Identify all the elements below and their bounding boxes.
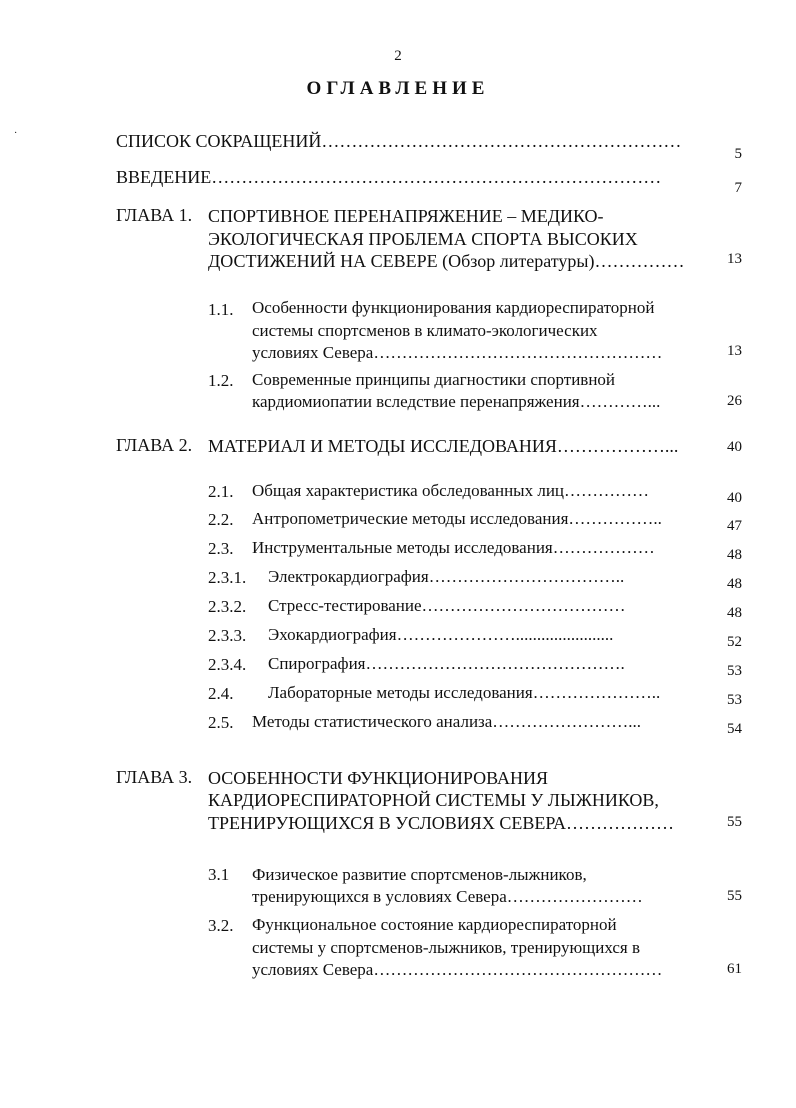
section-2-4[interactable]: Лабораторные методы исследования………………….. — [268, 683, 661, 702]
chapter-2-page: 40 — [727, 439, 742, 455]
toc-page-abbreviations: 5 — [734, 146, 742, 162]
section-number: 2.3.2. — [208, 597, 247, 616]
page-number: 2 — [394, 48, 402, 64]
section-number: 3.2. — [208, 916, 234, 935]
section-2-4-page: 53 — [727, 692, 742, 708]
section-1-1-page: 13 — [727, 343, 742, 359]
section-3-2-line[interactable]: системы у спортсменов-лыжников, тренирующихся в — [252, 938, 640, 957]
toc-entry-introduction[interactable]: ВВЕДЕНИЕ………………………………………………………………… — [116, 167, 662, 187]
section-1-1-line[interactable]: условиях Севера…………………………………………… — [252, 343, 663, 362]
section-3-2-page: 61 — [727, 961, 742, 977]
section-number: 1.1. — [208, 300, 234, 319]
chapter-2-title[interactable]: МАТЕРИАЛ И МЕТОДЫ ИССЛЕДОВАНИЯ………………... — [208, 436, 679, 456]
section-3-1-line[interactable]: тренирующихся в условиях Севера…………………… — [252, 887, 643, 906]
section-2-1-page: 40 — [727, 490, 742, 506]
chapter-1-title-line[interactable]: СПОРТИВНОЕ ПЕРЕНАПРЯЖЕНИЕ – МЕДИКО- — [208, 206, 604, 226]
toc-page-introduction: 7 — [734, 180, 742, 196]
chapter-1-title-line[interactable]: ЭКОЛОГИЧЕСКАЯ ПРОБЛЕМА СПОРТА ВЫСОКИХ — [208, 229, 638, 249]
section-number: 1.2. — [208, 371, 234, 390]
section-number: 2.3.3. — [208, 626, 247, 645]
section-1-2-line[interactable]: Современные принципы диагностики спортивной — [252, 370, 616, 389]
section-2-3-2[interactable]: Стресс-тестирование……………………………… — [268, 596, 626, 615]
toc-entry-abbreviations[interactable]: СПИСОК СОКРАЩЕНИЙ…………………………………………………… — [116, 131, 682, 151]
section-1-1-line[interactable]: системы спортсменов в климато-экологических — [252, 321, 598, 340]
section-1-1-line[interactable]: Особенности функционирования кардиореспираторной — [252, 298, 655, 317]
chapter-3-title-line[interactable]: ОСОБЕННОСТИ ФУНКЦИОНИРОВАНИЯ — [208, 768, 548, 788]
chapter-1-title-line[interactable]: ДОСТИЖЕНИЙ НА СЕВЕРЕ (Обзор литературы)…………… — [208, 251, 685, 271]
chapter-3-page: 55 — [727, 814, 742, 830]
section-2-3-3-page: 52 — [727, 634, 742, 650]
section-2-2-page: 47 — [727, 518, 742, 534]
section-number: 2.5. — [208, 713, 234, 732]
section-number: 3.1 — [208, 865, 230, 884]
section-3-2-line[interactable]: Функциональное состояние кардиореспираторной — [252, 915, 617, 934]
stray-mark: · — [14, 128, 18, 139]
section-2-3-4[interactable]: Спирография………………………………………. — [268, 654, 625, 673]
section-number: 2.3.1. — [208, 568, 247, 587]
section-2-3[interactable]: Инструментальные методы исследования……………… — [252, 538, 655, 557]
section-2-3-2-page: 48 — [727, 605, 742, 621]
section-1-2-page: 26 — [727, 393, 742, 409]
chapter-3-label: ГЛАВА 3. — [116, 767, 193, 787]
section-2-3-4-page: 53 — [727, 663, 742, 679]
section-2-3-1-page: 48 — [727, 576, 742, 592]
chapter-2-label: ГЛАВА 2. — [116, 435, 193, 455]
section-3-2-line[interactable]: условиях Севера…………………………………………… — [252, 960, 663, 979]
page-title: ОГЛАВЛЕНИЕ — [306, 78, 490, 99]
section-1-2-line[interactable]: кардиомиопатии вследствие перенапряжения…………... — [252, 392, 661, 411]
section-2-2[interactable]: Антропометрические методы исследования…………….. — [252, 509, 662, 528]
section-2-3-page: 48 — [727, 547, 742, 563]
chapter-3-title-line[interactable]: КАРДИОРЕСПИРАТОРНОЙ СИСТЕМЫ У ЛЫЖНИКОВ, — [208, 790, 659, 810]
section-2-1[interactable]: Общая характеристика обследованных лиц…………… — [252, 481, 650, 500]
chapter-3-title-line[interactable]: ТРЕНИРУЮЩИХСЯ В УСЛОВИЯХ СЕВЕРА……………… — [208, 813, 675, 833]
section-2-3-3[interactable]: Эхокардиография…………………....................... — [268, 625, 614, 644]
section-number: 2.2. — [208, 510, 234, 529]
chapter-1-label: ГЛАВА 1. — [116, 205, 193, 225]
section-number: 2.4. — [208, 684, 234, 703]
section-number: 2.3. — [208, 539, 234, 558]
section-3-1-page: 55 — [727, 888, 742, 904]
section-2-3-1[interactable]: Электрокардиография…………………………….. — [268, 567, 625, 586]
section-2-5[interactable]: Методы статистического анализа……………………... — [252, 712, 642, 731]
chapter-1-page: 13 — [727, 251, 742, 267]
section-number: 2.3.4. — [208, 655, 247, 674]
section-2-5-page: 54 — [727, 721, 742, 737]
section-3-1-line[interactable]: Физическое развитие спортсменов-лыжников, — [252, 865, 587, 884]
section-number: 2.1. — [208, 482, 234, 501]
